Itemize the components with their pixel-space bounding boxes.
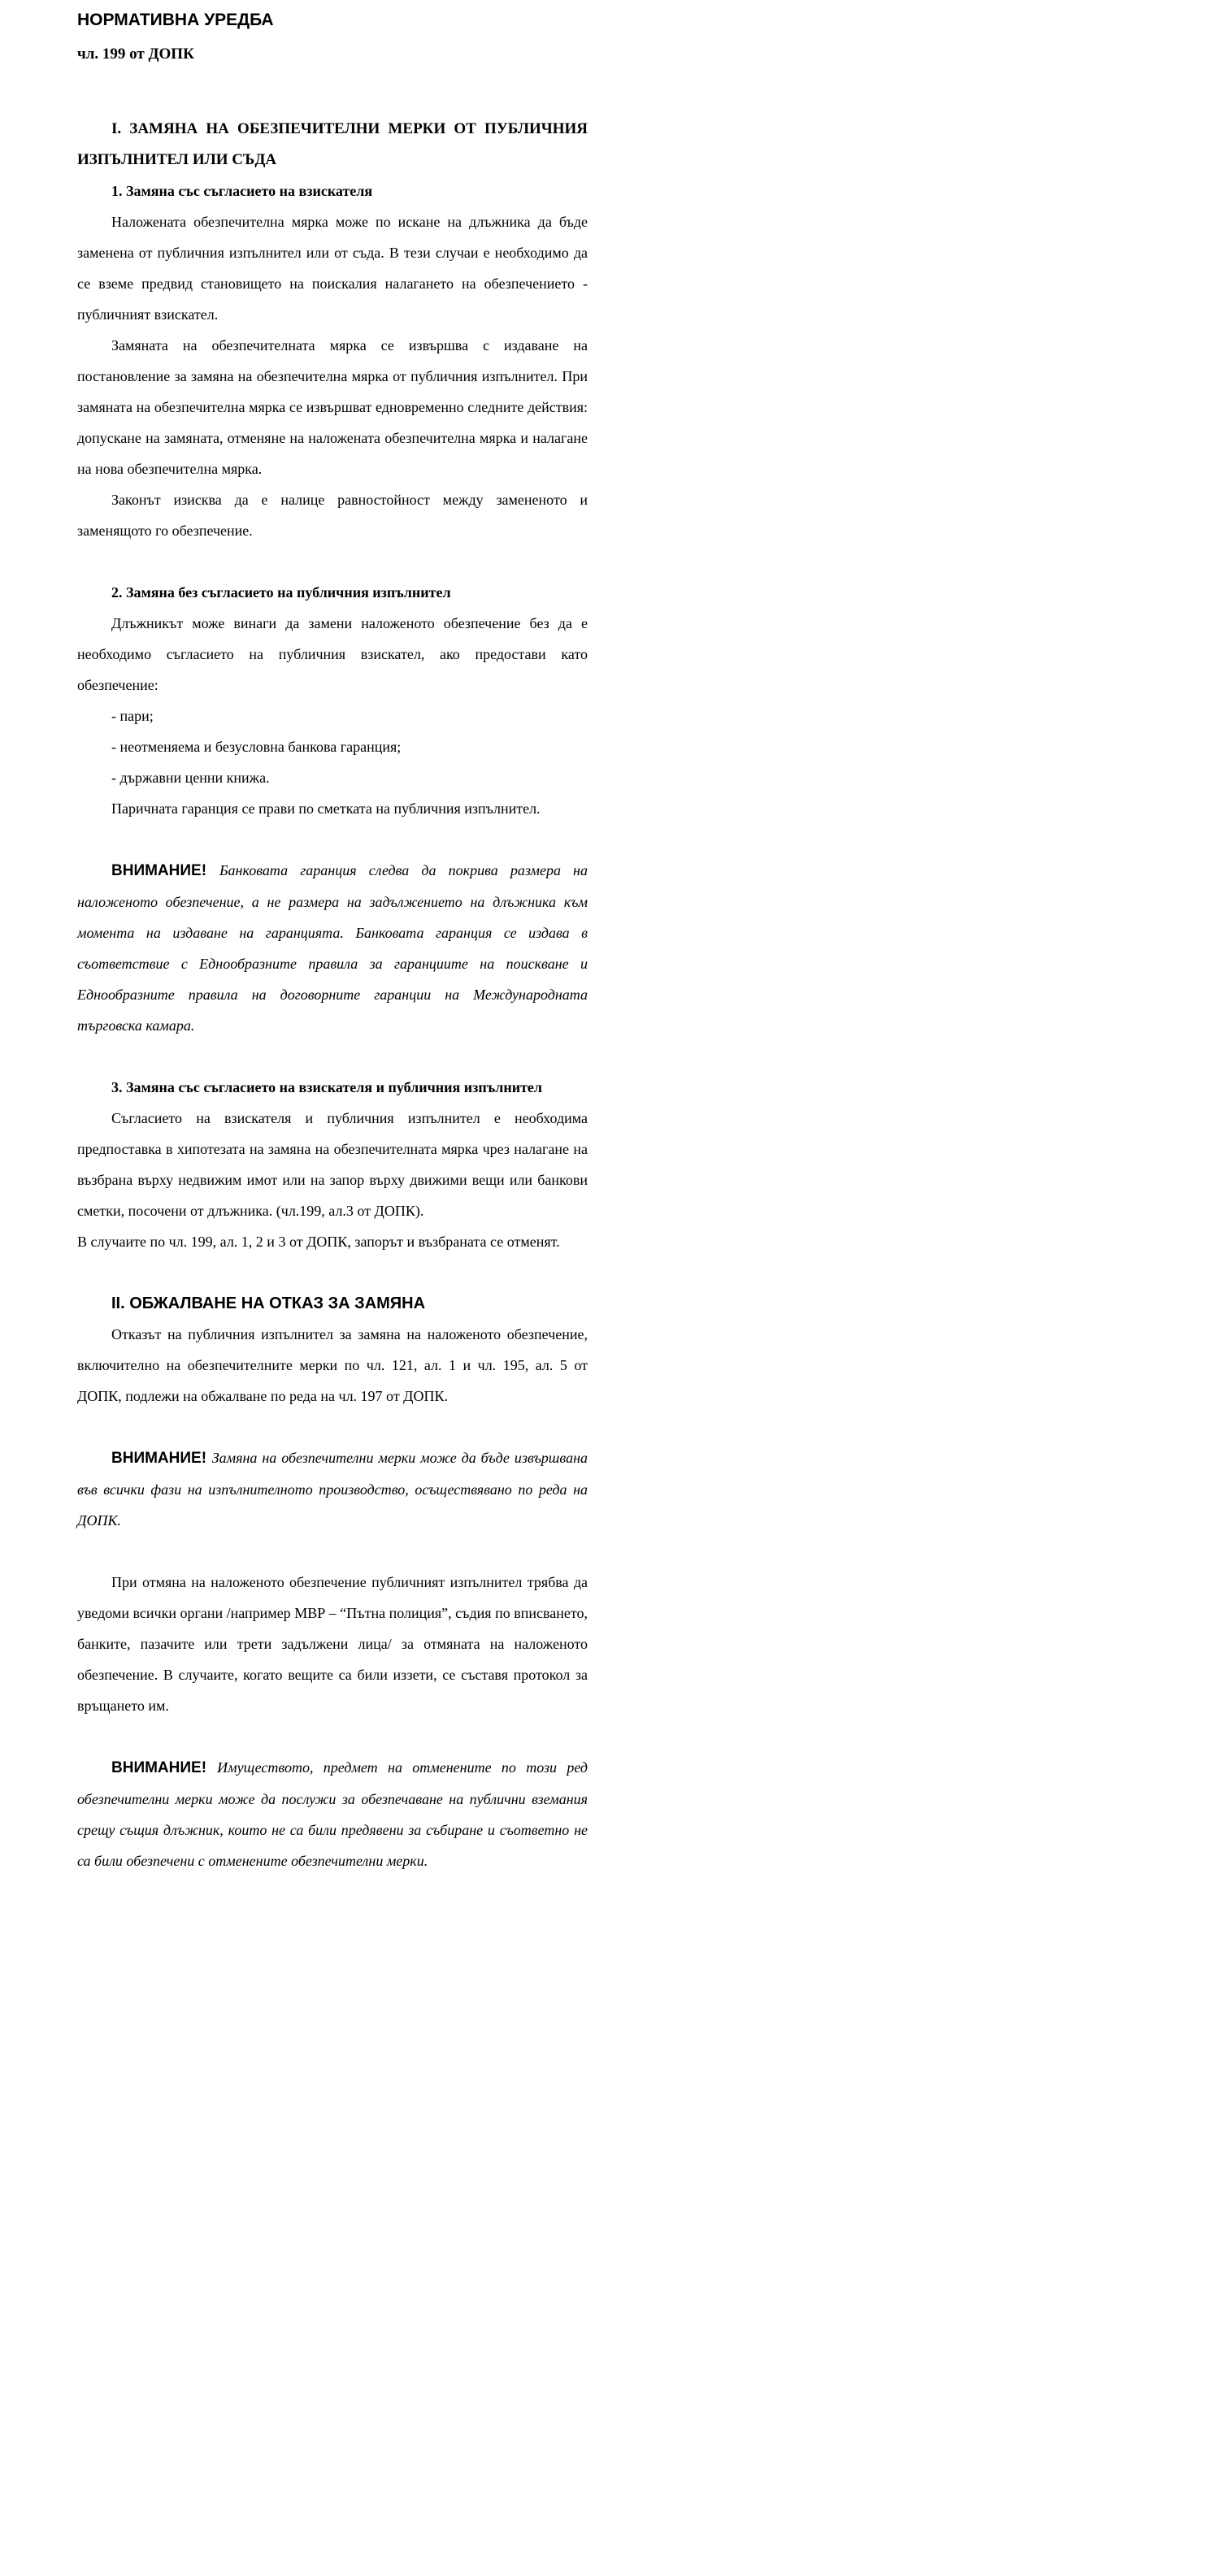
attention-text: Имуществото, предмет на отменените по този ред обезпечителни мерки може да послужи за обезпечаване на публични вземания срещу същия длъжник, които не са били предявени за събиране и съответно не са били обезпечени с отменените обезпечителни мерки. [77, 1759, 588, 1869]
list-item: - неотменяема и безусловна банкова гаранция; [111, 739, 402, 755]
subsection-heading-1-1: 1. Замяна със съгласието на взискателя [111, 183, 373, 199]
paragraph: Наложената обезпечителна мярка може по искане на длъжника да бъде заменена от публичния изпълнител или от съда. В тези случаи е необходимо да се вземе предвид становището на поискалия налагането на обезпечението - публичният взискател. [77, 214, 588, 323]
paragraph: В случаите по чл. 199, ал. 1, 2 и 3 от ДОПК, запорът и възбраната се отменят. [77, 1234, 560, 1250]
spacer [77, 1041, 588, 1072]
attention-text: Банковата гаранция следва да покрива размера на наложеното обезпечение, а не размера на задължението на длъжника към момента на издаване на гаранцията. Банковата гаранция се издава в съответствие с Еднообразните правила за гаранциите на поискване и Еднообразните правила на договорните гаранции на Международната търговска камара. [77, 862, 588, 1034]
document-column [77, 0, 588, 1876]
spacer [77, 824, 588, 855]
list-item: - пари; [111, 708, 154, 724]
paragraph: Отказът на публичния изпълнител за замяна на наложеното обезпечение, включително на обезпечителните мерки по чл. 121, ал. 1 и чл. 195, ал. 5 от ДОПК, подлежи на обжалване по реда на чл. 197 от ДОПК. [77, 1326, 588, 1404]
attention-text: Замяна на обезпечителни мерки може да бъде извършвана във всички фази на изпълнителното производство, осъществявано по реда на ДОПК. [77, 1450, 588, 1529]
attention-note [77, 1752, 588, 1876]
document-subtitle: чл. 199 от ДОПК [77, 46, 194, 63]
spacer [77, 1536, 588, 1567]
list-item: - държавни ценни книжа. [111, 770, 270, 786]
paragraph: Съгласието на взискателя и публичния изпълнител е необходима предпоставка в хипотезата на замяна на обезпечителната мярка чрез налагане на възбрана върху недвижим имот или на запор върху движими вещи или банкови сметки, посочени от длъжника. (чл.199, ал.3 от ДОПК). [77, 1110, 588, 1219]
attention-label: ВНИМАНИЕ! [111, 1450, 212, 1467]
spacer [77, 1257, 588, 1288]
attention-note [77, 855, 588, 1041]
spacer-after-subtitle [77, 70, 588, 114]
document-title: НОРМАТИВНА УРЕДБА [77, 11, 274, 29]
subsection-heading-1-3: 3. Замяна със съгласието на взискателя и публичния изпълнител [111, 1079, 543, 1095]
attention-label: ВНИМАНИЕ! [111, 1759, 218, 1776]
paragraph: Длъжникът може винаги да замени наложеното обезпечение без да е необходимо съгласието на публичния взискател, ако предостави като обезпечение: [77, 615, 588, 693]
paragraph: При отмяна на наложеното обезпечение публичният изпълнител трябва да уведоми всички органи /например МВР – “Пътна полиция”, съдия по вписването, банките, пазачите или трети задължени лица/ за отмяната на наложеното обезпечение. В случаите, когато вещите са били иззети, се съставя протокол за връщането им. [77, 1574, 588, 1714]
section-heading-two: II. ОБЖАЛВАНЕ НА ОТКАЗ ЗА ЗАМЯНА [111, 1295, 426, 1312]
paragraph: Паричната гаранция се прави по сметката на публичния изпълнител. [111, 800, 541, 817]
spacer [77, 546, 588, 577]
section-heading-one: I. ЗАМЯНА НА ОБЕЗПЕЧИТЕЛНИ МЕРКИ ОТ ПУБЛИЧНИЯ ИЗПЪЛНИТЕЛ ИЛИ СЪДА [77, 120, 588, 168]
spacer [77, 1721, 588, 1752]
subsection-heading-1-2: 2. Замяна без съгласието на публичния изпълнител [111, 584, 451, 601]
attention-label: ВНИМАНИЕ! [111, 862, 219, 879]
attention-note [77, 1442, 588, 1536]
paragraph: Законът изисква да е налице равностойност между замененото и заменящото го обезпечение. [77, 492, 588, 539]
spacer [77, 1412, 588, 1442]
paragraph: Замяната на обезпечителната мярка се извършва с издаване на постановление за замяна на обезпечителна мярка от публичния изпълнител. При замяната на обезпечителна мярка се извършват едновременно следните действия: допускане на замяната, отменяне на наложената обезпечителна мярка и налагане на нова обезпечителна мярка. [77, 337, 588, 477]
